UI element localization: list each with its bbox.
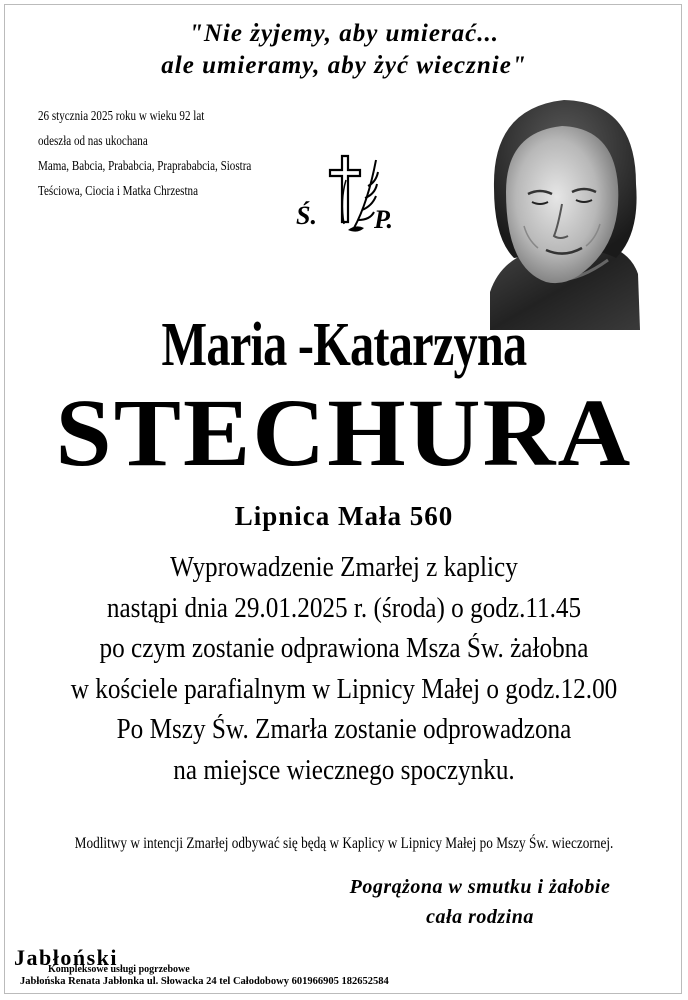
ceremony-line-6: na miejsce wiecznego spoczynku.	[173, 754, 515, 786]
quote-line-1: "Nie żyjemy, aby umierać...	[188, 20, 500, 47]
intro-line-1: 26 stycznia 2025 roku w wieku 92 lat	[38, 108, 205, 123]
cross-icon	[330, 156, 360, 224]
family-line-2: cała rodzina	[426, 906, 534, 928]
ceremony-line-3: po czym zostanie odprawiona Msza Św. żałobna	[99, 633, 589, 664]
intro-line-4: Teściowa, Ciocia i Matka Chrzestna	[38, 183, 199, 198]
funeral-home-logo: Jabłoński	[14, 945, 118, 970]
deceased-surname: STECHURA	[55, 379, 633, 486]
epitaph-quote	[0, 18, 688, 82]
funeral-home-footer	[14, 946, 654, 990]
ceremony-line-2: nastąpi dnia 29.01.2025 r. (środa) o godz.11.45	[106, 592, 582, 624]
deceased-address: Lipnica Mała 560	[234, 501, 454, 531]
family-signature	[300, 872, 660, 932]
funeral-home-contact: Jabłońska Renata Jabłonka ul. Słowacka 24 tel Całodobowy 601966905 182652584	[20, 976, 389, 987]
prayer-notice: Modlitwy w intencji Zmarłej odbywać się będą w Kaplicy w Lipnicy Małej po Mszy Św. wieczornej.	[74, 835, 614, 852]
portrait-photo	[488, 96, 640, 332]
intro-line-3: Mama, Babcia, Prababcia, Praprababcia, Siostra	[38, 158, 252, 173]
ceremony-line-5: Po Mszy Św. Zmarła zostanie odprowadzona	[116, 714, 572, 745]
death-announcement	[38, 103, 252, 203]
emblem-letter-p: P.	[374, 205, 394, 234]
emblem-letter-s: Ś.	[296, 201, 317, 230]
ceremony-details	[0, 548, 688, 791]
quote-line-2: ale umieramy, aby żyć wiecznie"	[161, 52, 527, 79]
ceremony-line-4: w kościele parafialnym w Lipnicy Małej o godz.12.00	[70, 673, 618, 705]
funeral-home-subtitle: Kompleksowe usługi pogrzebowe	[48, 964, 190, 975]
deceased-first-names: Maria -Katarzyna	[161, 311, 527, 379]
cross-emblem-icon	[292, 150, 402, 240]
intro-line-2: odeszła od nas ukochana	[38, 133, 148, 148]
family-line-1: Pogrążona w smutku i żałobie	[349, 876, 611, 898]
ceremony-line-1: Wyprowadzenie Zmarłej z kaplicy	[170, 552, 518, 583]
